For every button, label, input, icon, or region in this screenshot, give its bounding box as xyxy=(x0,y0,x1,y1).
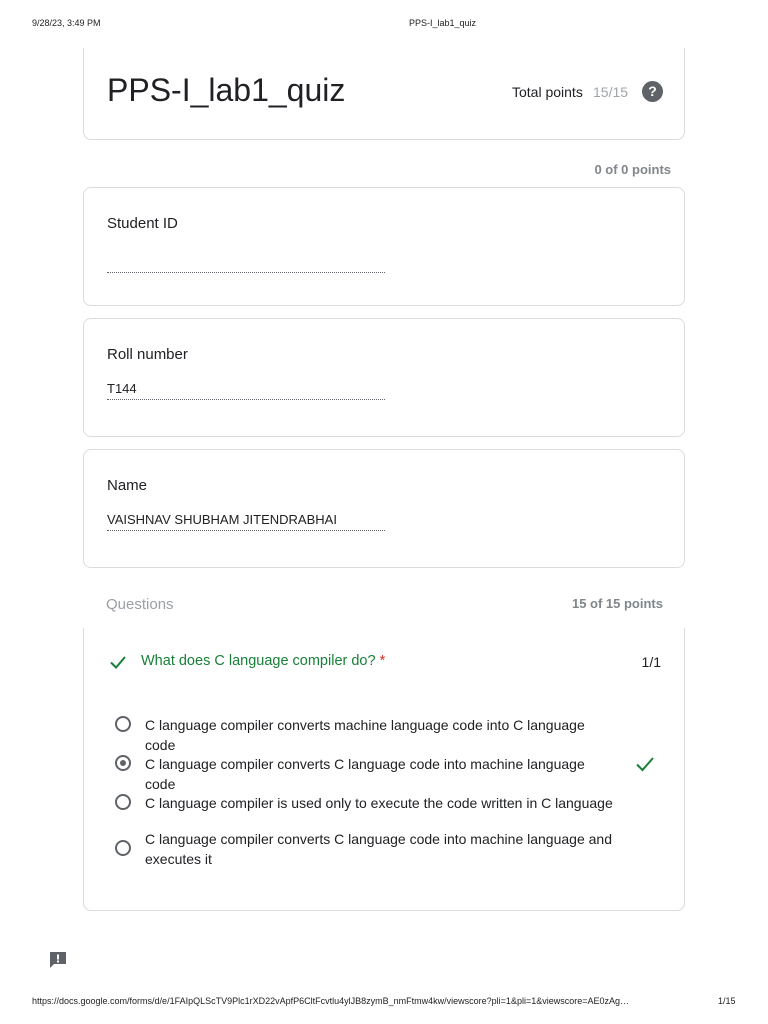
print-datetime: 9/28/23, 3:49 PM xyxy=(32,18,101,28)
question-text xyxy=(141,653,385,669)
correct-check-icon xyxy=(108,652,128,677)
total-points-label: Total points xyxy=(512,84,583,100)
radio-button[interactable] xyxy=(115,794,131,810)
form-title: PPS-I_lab1_quiz xyxy=(107,72,346,108)
print-url: https://docs.google.com/forms/d/e/1FAIpQLScTV9Plc1rXD22vApfP6CltFcvtlu4ylJB8zymB_nmFtmw4kw/viewscore?pli=1&pli=1&viewscore=AE0zAg… xyxy=(32,996,629,1006)
radio-button-selected[interactable] xyxy=(115,755,131,771)
field-label: Student ID xyxy=(107,215,178,232)
questions-points: 15 of 15 points xyxy=(571,596,663,611)
radio-button[interactable] xyxy=(115,716,131,732)
form-title-card xyxy=(83,48,685,140)
total-points-value: 15/15 xyxy=(593,84,629,100)
question-score: 1/1 xyxy=(641,654,661,670)
print-doc-title: PPS-I_lab1_quiz xyxy=(408,18,477,28)
print-page-number: 1/15 xyxy=(718,996,736,1006)
field-label: Roll number xyxy=(107,346,188,363)
roll-number-field: T144 xyxy=(107,381,385,400)
option-label: C language compiler converts C language code into machine language code xyxy=(145,756,585,792)
field-card-student-id xyxy=(83,187,685,306)
name-field: VAISHNAV SHUBHAM JITENDRABHAI xyxy=(107,512,385,531)
report-feedback-icon[interactable] xyxy=(48,950,68,970)
field-card-roll-number xyxy=(83,318,685,437)
help-icon[interactable]: ? xyxy=(642,81,663,102)
questions-label: Questions xyxy=(106,596,174,613)
option-label: C language compiler converts machine language code into C language code xyxy=(145,717,585,753)
field-label: Name xyxy=(107,477,148,494)
question-title: What does C language compiler do? xyxy=(141,653,376,669)
radio-button[interactable] xyxy=(115,840,131,856)
student-id-field xyxy=(107,254,385,273)
correct-answer-check-icon xyxy=(635,755,655,778)
print-header xyxy=(0,18,768,32)
question-card xyxy=(83,628,685,911)
questions-header xyxy=(83,588,685,626)
section-points: 0 of 0 points xyxy=(594,162,671,177)
field-card-name xyxy=(83,449,685,568)
option-label: C language compiler is used only to execute the code written in C language xyxy=(145,795,613,811)
option-label: C language compiler converts C language code into machine language and executes it xyxy=(145,831,612,867)
required-marker: * xyxy=(379,653,386,669)
